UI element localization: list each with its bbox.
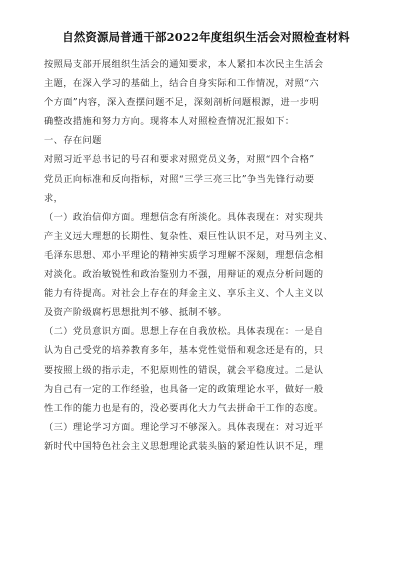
- body-line: （二）党员意识方面。思想上存在自我放松。具体表现在：一是自: [44, 326, 324, 338]
- body-line: 按照局支部开展组织生活会的通知要求，本人紧扣本次民主生活会: [44, 59, 324, 70]
- body-line: （一）政治信仰方面。理想信念有所淡化。具体表现在：对实现共: [44, 211, 324, 223]
- body-line: 个方面”内容，深入查摆问题不足，深刻剖析问题根源，进一步明: [44, 97, 319, 109]
- body-line: 党员正向标准和反向指标，对照“三学三亮三比”争当先锋行动要: [44, 173, 315, 185]
- body-line: 及资产阶级腐朽思想批判不够、抵制不够。: [44, 307, 228, 319]
- body-line: 对淡化。政治敏锐性和政治鉴别力不强，用辩证的观点分析问题的: [44, 269, 324, 281]
- body-line: 要按照上级的指示走，不犯原则性的错误，就会平稳度过。二是认: [44, 364, 324, 376]
- body-line: 产主义远大理想的长期性、复杂性、艰巨性认识不足，对马列主义、: [44, 230, 334, 242]
- document-body: [44, 55, 368, 456]
- section-heading: 一、存在问题: [44, 135, 102, 147]
- body-line: 新时代中国特色社会主义思想理论武装头脑的紧迫性认识不足，理: [44, 440, 324, 452]
- body-line: 认为自己受党的培养教育多年，基本党性觉悟和观念还是有的，只: [44, 345, 324, 357]
- document-title: 自然资源局普通干部2022年度组织生活会对照检查材料: [62, 30, 350, 44]
- body-line: 性工作的能力也是有的，没必要再化大力气去拼命干工作的态度。: [44, 402, 324, 414]
- body-line: 主题，在深入学习的基础上，结合自身实际和工作情况，对照“六: [44, 78, 319, 90]
- body-line: 为自己有一定的工作经验，也具备一定的政策理论水平，做好一般: [44, 383, 324, 395]
- body-line: 毛泽东思想、邓小平理论的精神实质学习理解不深刻，理想信念相: [44, 249, 324, 261]
- body-line: 对照习近平总书记的号召和要求对照党员义务，对照“四个合格”: [44, 154, 315, 166]
- body-line: 确整改措施和努力方向。现将本人对照检查情况汇报如下：: [44, 116, 295, 128]
- body-line: 求，: [44, 192, 64, 204]
- body-line: 能力有待提高。对社会上存在的拜金主义、享乐主义、个人主义以: [44, 288, 324, 300]
- body-line: （三）理论学习方面。理论学习不够深入。具体表现在：对习近平: [44, 421, 324, 433]
